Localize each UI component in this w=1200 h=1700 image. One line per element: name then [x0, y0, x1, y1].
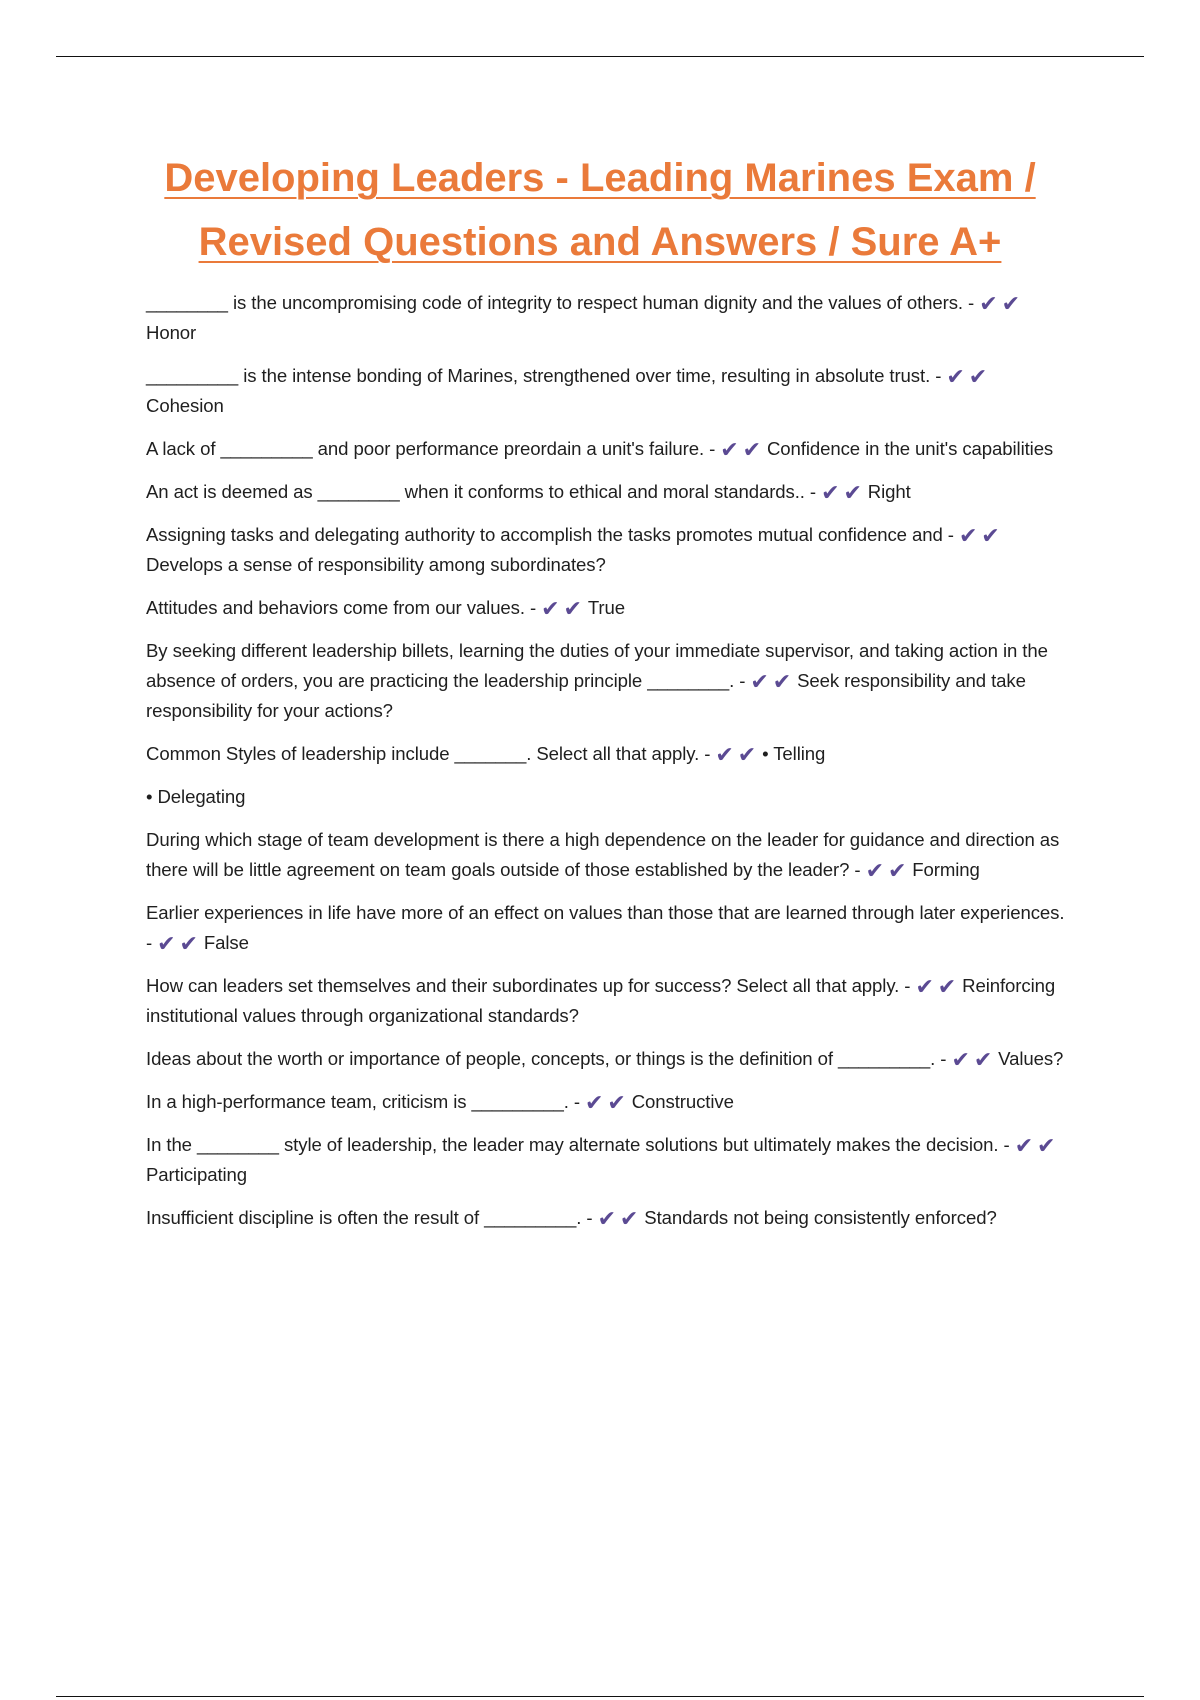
checkmark-icon: ✔	[979, 292, 998, 317]
checkmark-icon: ✔	[946, 365, 965, 390]
header-rule	[56, 56, 1144, 57]
answer-text: Right	[867, 481, 911, 502]
footer-rule	[56, 1696, 1144, 1697]
checkmark-icon: ✔	[772, 670, 792, 695]
answer-text: Seek responsibility and take responsibility for your actions?	[146, 670, 1026, 721]
qa-item	[146, 825, 1066, 885]
answer-text: Constructive	[631, 1091, 734, 1112]
checkmark-icon: ✔	[973, 1048, 993, 1073]
answer-text: Honor	[146, 322, 197, 343]
question-text: Attitudes and behaviors come from our values. -	[146, 597, 537, 618]
question-text: In the ________ style of leadership, the leader may alternate solutions but ultimately makes the decision. -	[146, 1134, 1010, 1155]
question-text: An act is deemed as ________ when it conforms to ethical and moral standards.. -	[146, 481, 817, 502]
qa-item	[146, 739, 1066, 769]
checkmark-icon: ✔	[720, 438, 739, 463]
question-text: • Delegating	[146, 786, 246, 807]
checkmark-icon: ✔	[951, 1048, 970, 1073]
question-text: A lack of _________ and poor performance preordain a unit's failure. -	[146, 438, 716, 459]
checkmark-icon: ✔	[619, 1207, 639, 1232]
question-text: Ideas about the worth or importance of people, concepts, or things is the definition of _________. -	[146, 1048, 947, 1069]
checkmark-icon: ✔	[821, 481, 840, 506]
answer-text: Values?	[998, 1048, 1064, 1069]
document-title: Developing Leaders - Leading Marines Exam / Revised Questions and Answers / Sure A+	[164, 156, 1036, 264]
qa-item	[146, 971, 1066, 1031]
question-text: Common Styles of leadership include _______. Select all that apply. -	[146, 743, 711, 764]
checkmark-icon: ✔	[563, 597, 582, 622]
qa-item	[146, 636, 1066, 726]
question-text: ________ is the uncompromising code of integrity to respect human dignity and the values of others. -	[146, 292, 975, 313]
answer-text: Reinforcing institutional values through organizational standards?	[146, 975, 1056, 1026]
checkmark-icon: ✔	[737, 743, 757, 768]
question-text: By seeking different leadership billets, learning the duties of your immediate supervisor, and taking action in the absence of orders, you are practicing the leadership principle ________. -	[146, 640, 1048, 691]
qa-item	[146, 1044, 1066, 1074]
qa-item	[146, 1087, 1066, 1117]
checkmark-icon: ✔	[607, 1091, 626, 1116]
question-text: Earlier experiences in life have more of an effect on values than those that are learned through later experiences. -	[146, 902, 1065, 953]
checkmark-icon: ✔	[958, 524, 978, 549]
qa-item	[146, 782, 1066, 812]
checkmark-icon: ✔	[597, 1207, 616, 1232]
checkmark-icon: ✔	[1037, 1134, 1056, 1159]
qa-item	[146, 1130, 1066, 1190]
qa-item	[146, 898, 1066, 958]
checkmark-icon: ✔	[1001, 292, 1020, 317]
question-text: _________ is the intense bonding of Marines, strengthened over time, resulting in absolute trust. -	[146, 365, 942, 386]
checkmark-icon: ✔	[865, 859, 884, 884]
checkmark-icon: ✔	[742, 438, 761, 463]
checkmark-icon: ✔	[937, 975, 957, 1000]
qa-item	[146, 434, 1066, 464]
answer-text: • Telling	[762, 743, 826, 764]
answer-text: False	[203, 932, 249, 953]
question-text: Insufficient discipline is often the result of _________. -	[146, 1207, 593, 1228]
checkmark-icon: ✔	[157, 932, 176, 957]
checkmark-icon: ✔	[179, 932, 198, 957]
answer-text: Forming	[912, 859, 980, 880]
question-text: During which stage of team development is there a high dependence on the leader for guidance and direction as there will be little agreement on team goals outside of those established by the leader? -	[146, 829, 1060, 880]
qa-item	[146, 477, 1066, 507]
answer-text: True	[587, 597, 626, 618]
qa-item	[146, 1203, 1066, 1233]
question-text: In a high-performance team, criticism is _________. -	[146, 1091, 580, 1112]
checkmark-icon: ✔	[915, 975, 934, 1000]
question-text: Assigning tasks and delegating authority to accomplish the tasks promotes mutual confidence and -	[146, 524, 954, 545]
checkmark-icon: ✔	[968, 365, 988, 390]
checkmark-icon: ✔	[981, 524, 1000, 549]
checkmark-icon: ✔	[585, 1091, 604, 1116]
checkmark-icon: ✔	[715, 743, 734, 768]
qa-item	[146, 520, 1066, 580]
qa-item	[146, 361, 1066, 421]
question-text: How can leaders set themselves and their subordinates up for success? Select all that apply. -	[146, 975, 911, 996]
answer-text: Cohesion	[146, 395, 224, 416]
answer-text: Standards not being consistently enforced?	[644, 1207, 997, 1228]
answer-text: Participating	[146, 1164, 248, 1185]
question-list	[146, 288, 1066, 1246]
checkmark-icon: ✔	[750, 670, 769, 695]
checkmark-icon: ✔	[541, 597, 560, 622]
qa-item	[146, 288, 1066, 348]
answer-text: Confidence in the unit's capabilities	[766, 438, 1054, 459]
checkmark-icon: ✔	[1014, 1134, 1034, 1159]
checkmark-icon: ✔	[843, 481, 862, 506]
qa-item	[146, 593, 1066, 623]
answer-text: Develops a sense of responsibility among subordinates?	[146, 554, 606, 575]
checkmark-icon: ✔	[887, 859, 907, 884]
